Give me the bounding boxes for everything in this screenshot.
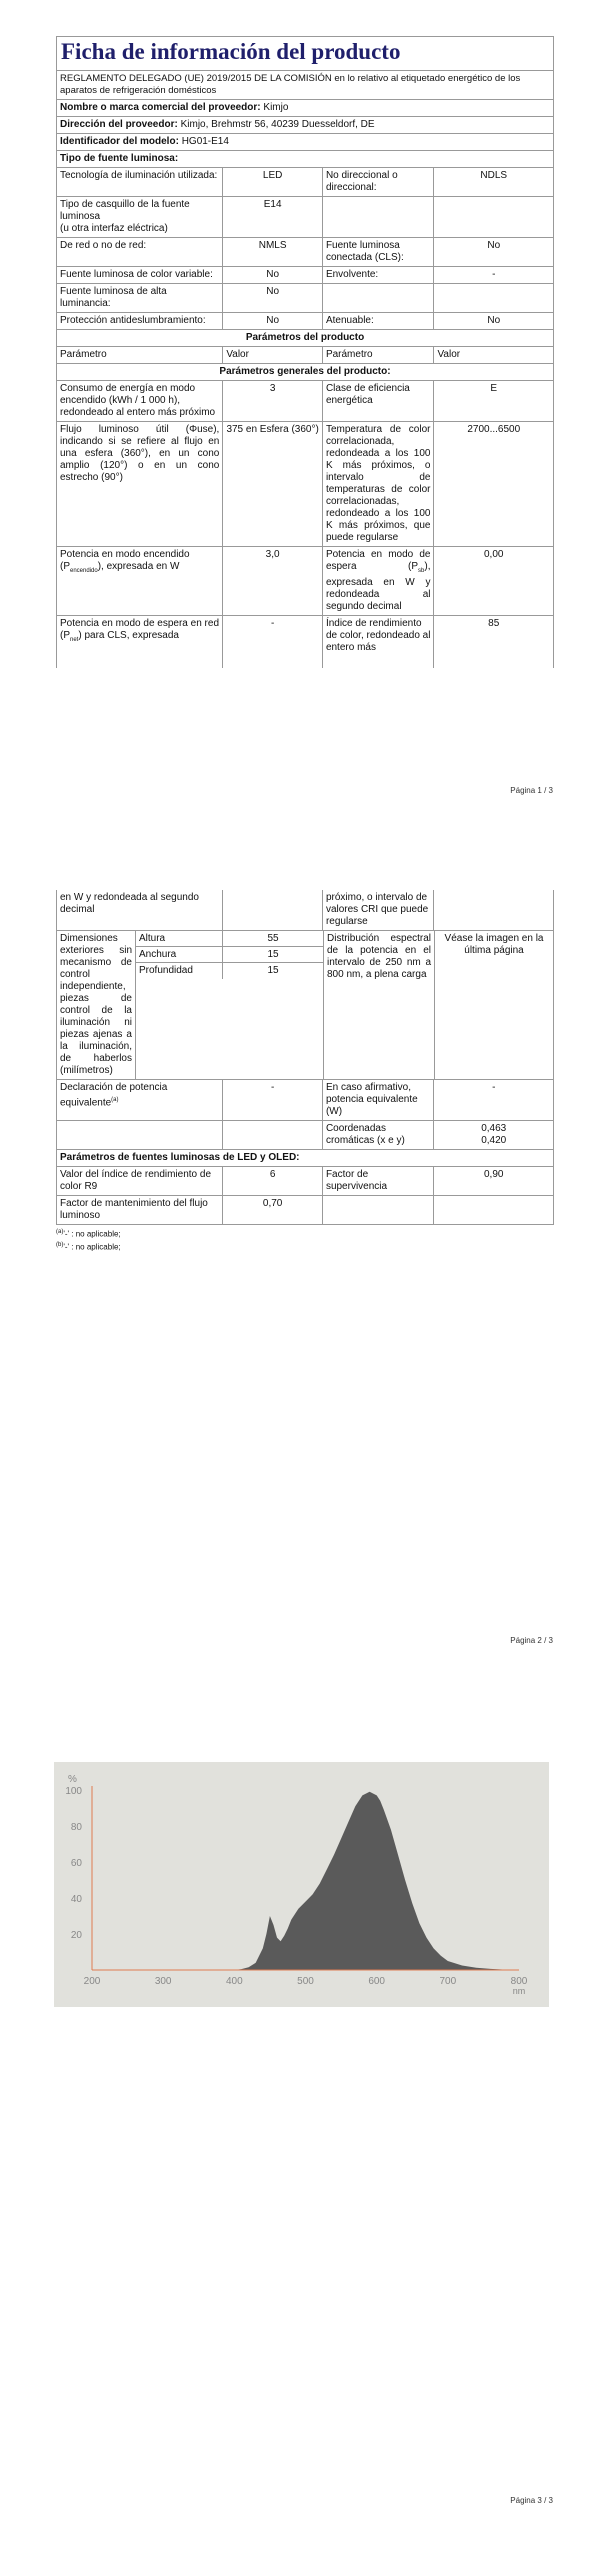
footnote-text: '-' : no aplicable;	[63, 1242, 121, 1252]
dimension-row	[136, 931, 323, 947]
dimension-value: 15	[267, 949, 279, 960]
type-row	[56, 197, 554, 238]
y-tick-label: 60	[70, 1858, 82, 1869]
type-row	[56, 284, 554, 313]
model-label: Identificador del modelo:	[60, 136, 179, 147]
general-param-2: Temperatura de color correlacionada, redondeada a los 100 K más próximos, o intervalo de temperaturas de color correlacionadas, redondeado a los 100 K más próximos, que puede regularse	[323, 422, 435, 546]
spectral-area	[234, 1792, 512, 1970]
general-row	[56, 547, 554, 616]
model-value: HG01-E14	[181, 136, 229, 147]
equiv-param-note: (a)	[111, 1097, 119, 1103]
x-tick-label: 500	[297, 1976, 314, 1987]
type-value-2: NDLS	[480, 170, 508, 181]
standby-net-text-2: ) para CLS, expresada	[78, 630, 179, 641]
standby-power-unit: ), expresada en W y redondeada al segundo decimal	[325, 561, 431, 612]
type-value-2: No	[487, 240, 501, 251]
chromaticity-blank	[57, 1121, 223, 1149]
dimension-name: Anchura	[136, 947, 223, 962]
value-header-1: Valor	[223, 347, 323, 363]
led-value-2: 0,90	[484, 1169, 504, 1180]
supplier-name-label: Nombre o marca comercial del proveedor:	[60, 102, 261, 113]
general-param-2	[323, 547, 435, 615]
cri-value: 85	[488, 618, 500, 629]
footnotes	[56, 1225, 554, 1252]
equiv-param-2: En caso afirmativo, potencia equivalente (W)	[323, 1080, 435, 1120]
y-tick-label: 100	[65, 1786, 82, 1797]
type-label: Protección antideslumbramiento:	[57, 313, 223, 329]
dimensions-row	[56, 931, 554, 1080]
regulation-text: REGLAMENTO DELEGADO (UE) 2019/2015 DE LA COMISIÓN en lo relativo al etiquetado energético de los aparatos de refrigeración domésticos	[60, 73, 521, 96]
dimensions-block	[57, 931, 324, 1079]
params-heading: Parámetros del producto	[245, 332, 365, 343]
type-label-2: Envolvente:	[323, 267, 435, 283]
general-heading: Parámetros generales del producto:	[219, 366, 391, 377]
type-label-text-2: (u otra interfaz eléctrica)	[60, 223, 168, 234]
y-axis-label: %	[68, 1774, 77, 1785]
equiv-value-2: -	[492, 1082, 496, 1093]
standby-net-value: -	[223, 616, 323, 668]
light-source-type-heading-row	[56, 151, 554, 168]
type-row	[56, 238, 554, 267]
supplier-address-label: Dirección del proveedor:	[60, 119, 178, 130]
light-source-type-heading: Tipo de fuente luminosa:	[60, 153, 179, 164]
standby-net-row-part-2	[56, 890, 554, 931]
y-tick-label: 80	[70, 1822, 82, 1833]
type-label-2: Fuente luminosa conectada (CLS):	[323, 238, 435, 266]
general-param	[57, 547, 223, 615]
x-tick-label: 200	[83, 1976, 101, 1987]
x-tick-label: 400	[225, 1976, 243, 1987]
param-header-2: Parámetro	[323, 347, 435, 363]
spectral-chart-svg	[54, 1762, 549, 2007]
footnote	[56, 1227, 554, 1240]
cri-param-cont: próximo, o intervalo de valores CRI que puede regularse	[323, 890, 435, 930]
led-heading-row	[56, 1150, 554, 1167]
type-label-2	[323, 284, 435, 312]
x-axis-label: nm	[512, 1986, 526, 1996]
type-value: E14	[223, 197, 323, 237]
general-heading-row	[56, 364, 554, 381]
dimension-row	[136, 963, 323, 979]
param-header-row	[56, 347, 554, 364]
standby-power-text: Potencia en modo de espera	[325, 549, 431, 572]
model-row	[56, 134, 554, 151]
type-value-2	[434, 197, 553, 237]
y-tick-label: 40	[70, 1894, 82, 1905]
type-label: Fuente luminosa de alta luminancia:	[57, 284, 223, 312]
chromaticity-value	[434, 1121, 553, 1149]
type-row	[56, 168, 554, 197]
led-value-2	[434, 1196, 553, 1224]
general-value: 3,0	[223, 547, 323, 615]
dimensions-values	[136, 931, 323, 1079]
led-heading: Parámetros de fuentes luminosas de LED y OLED:	[60, 1152, 300, 1163]
general-value: 3	[223, 381, 323, 421]
chromaticity-row	[56, 1121, 554, 1150]
equiv-value: -	[223, 1080, 323, 1120]
page-number: Página 1 / 3	[510, 786, 553, 795]
chromaticity-blank-value	[223, 1121, 323, 1149]
standby-net-param-cont: en W y redondeada al segundo decimal	[57, 890, 223, 930]
general-param: Consumo de energía en modo encendido (kWh / 1 000 h), redondeado al entero más próximo	[57, 381, 223, 421]
regulation-row	[56, 70, 554, 100]
equiv-param-text: Declaración de potencia equivalente	[60, 1082, 168, 1109]
type-row	[56, 313, 554, 330]
general-value-2: 0,00	[484, 549, 504, 560]
product-sheet-part-2	[56, 890, 554, 1252]
type-label: Fuente luminosa de color variable:	[57, 267, 223, 283]
supplier-name-row	[56, 100, 554, 117]
chromaticity-x: 0,463	[481, 1123, 507, 1134]
dimension-name: Altura	[136, 931, 223, 946]
general-row	[56, 381, 554, 422]
standby-power-subscript: sb	[418, 568, 425, 574]
on-mode-power-symbol: (P	[60, 561, 70, 572]
type-value: No	[223, 313, 323, 329]
standby-power-symbol: (P	[408, 561, 419, 572]
type-value: No	[223, 284, 323, 312]
general-value-2: 2700...6500	[467, 424, 521, 435]
led-param: Valor del índice de rendimiento de color R9	[57, 1167, 223, 1195]
led-param-2: Factor de supervivencia	[323, 1167, 435, 1195]
chromaticity-y: 0,420	[481, 1135, 507, 1146]
standby-net-subscript: net	[70, 637, 79, 643]
standby-net-param	[57, 616, 223, 668]
type-label	[57, 197, 223, 237]
type-value-2: No	[487, 315, 501, 326]
product-sheet-part-1	[56, 70, 554, 668]
general-row	[56, 422, 554, 547]
type-row	[56, 267, 554, 284]
dimension-name: Profundidad	[136, 963, 223, 979]
general-param: Flujo luminoso útil (Φuse), indicando si se refiere al flujo en una esfera (360°), en un cono amplio (120°) o en un cono estrecho (90°)	[57, 422, 223, 546]
page-number: Página 3 / 3	[510, 2496, 553, 2505]
standby-net-text: Potencia en modo de espera en red (P	[60, 618, 219, 641]
equiv-row	[56, 1080, 554, 1121]
x-tick-label: 300	[154, 1976, 172, 1987]
type-label-2: Atenuable:	[323, 313, 435, 329]
dimensions-label: Dimensiones exteriores sin mecanismo de control independiente, piezas de control de la iluminación ni piezas ajenas a la iluminación, de haberlos (milímetros)	[57, 931, 136, 1079]
page-1	[0, 0, 603, 850]
x-tick-label: 800	[510, 1976, 528, 1987]
on-mode-power-unit: ), expresada en W	[97, 561, 180, 572]
page-2	[0, 850, 603, 1700]
spectral-power-chart	[54, 1762, 549, 2007]
chromaticity-param: Coordenadas cromáticas (x e y)	[323, 1121, 435, 1149]
dimension-value: 55	[267, 933, 279, 944]
led-row	[56, 1196, 554, 1225]
on-mode-power-subscript: encendido	[70, 568, 98, 574]
on-mode-power-text: Potencia en modo encendido	[60, 549, 190, 560]
led-value: 0,70	[223, 1196, 323, 1224]
led-param-2	[323, 1196, 435, 1224]
footnote-marker: (a)	[56, 1229, 64, 1235]
page-number: Página 2 / 3	[510, 1636, 553, 1645]
params-heading-row	[56, 330, 554, 347]
dimension-value: 15	[267, 965, 279, 976]
cri-value-cont	[434, 890, 553, 930]
type-value: No	[223, 267, 323, 283]
y-tick-label: 20	[70, 1930, 82, 1941]
supplier-name-value: Kimjo	[263, 102, 289, 113]
general-value-2: E	[490, 383, 498, 394]
equiv-param	[57, 1080, 223, 1120]
type-value-2: -	[492, 269, 496, 280]
type-label-2	[323, 197, 435, 237]
type-value: LED	[223, 168, 323, 196]
x-tick-label: 700	[439, 1976, 457, 1987]
footnote-text: '-' : no aplicable;	[63, 1229, 121, 1239]
x-tick-label: 600	[368, 1976, 386, 1987]
param-header-1: Parámetro	[57, 347, 223, 363]
cri-param: Índice de rendimiento de color, redondeado al entero más	[323, 616, 435, 668]
page-title: Ficha de información del producto	[56, 36, 554, 70]
footnote	[56, 1240, 554, 1253]
type-value-2	[434, 284, 553, 312]
value-header-2: Valor	[437, 349, 461, 360]
spectral-distribution-value: Véase la imagen en la última página	[444, 933, 544, 956]
type-value: NMLS	[223, 238, 323, 266]
standby-net-row-part-1	[56, 616, 554, 668]
type-label-text: Tipo de casquillo de la fuente luminosa	[60, 199, 190, 222]
general-param-2: Clase de eficiencia energética	[323, 381, 435, 421]
led-value: 6	[223, 1167, 323, 1195]
type-label: De red o no de red:	[57, 238, 223, 266]
type-label: Tecnología de iluminación utilizada:	[57, 168, 223, 196]
dimension-row	[136, 947, 323, 963]
supplier-address-value: Kimjo, Brehmstr 56, 40239 Duesseldorf, DE	[180, 119, 375, 130]
type-label-2: No direccional o direccional:	[323, 168, 435, 196]
led-row	[56, 1167, 554, 1196]
supplier-address-row	[56, 117, 554, 134]
led-param: Factor de mantenimiento del flujo luminoso	[57, 1196, 223, 1224]
footnote-marker: (b)	[56, 1241, 64, 1248]
standby-net-value-cont	[223, 890, 323, 930]
general-value: 375 en Esfera (360°)	[223, 422, 323, 546]
spectral-distribution-param: Distribución espectral de la potencia en el intervalo de 250 nm a 800 nm, a plena carga	[324, 931, 435, 1079]
